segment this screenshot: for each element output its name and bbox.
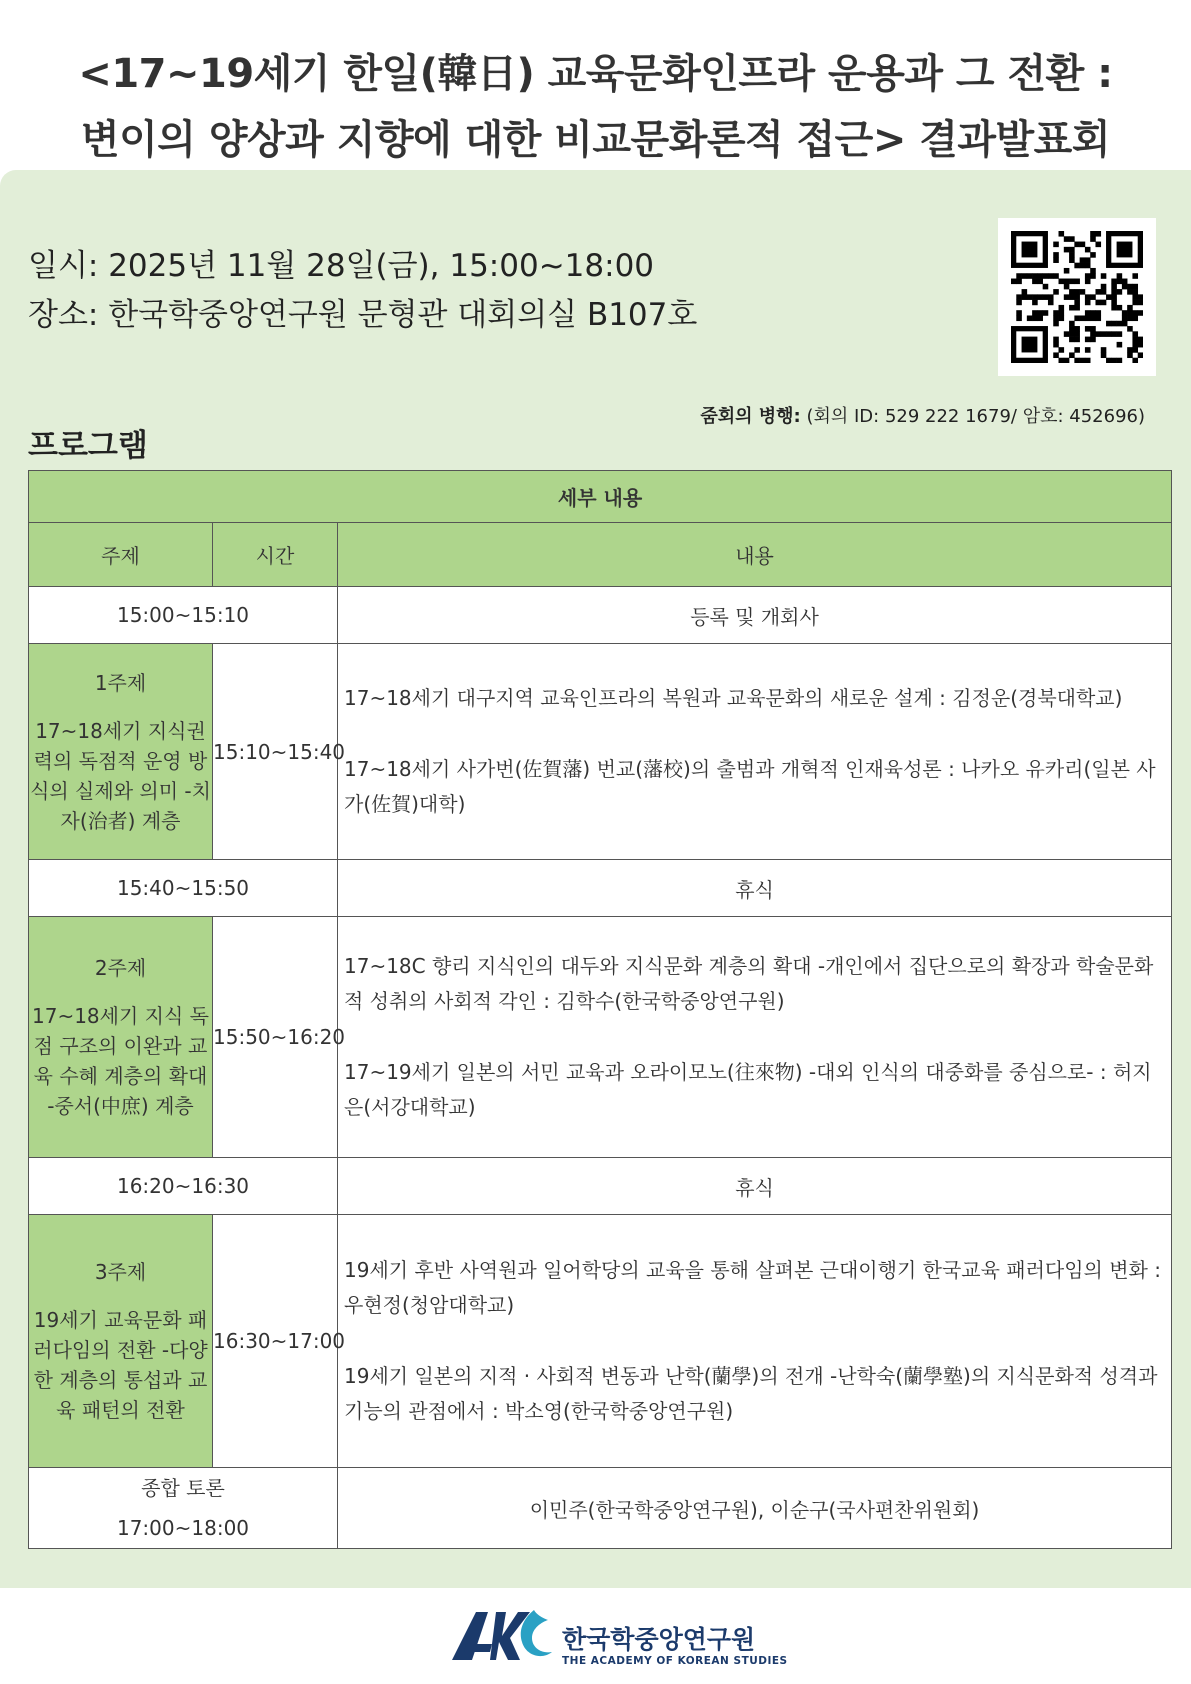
topic-3-cell xyxy=(29,1215,213,1468)
akc-logo-icon xyxy=(452,1606,556,1664)
topic-1-number: 1주제 xyxy=(94,670,147,695)
topic-1-cell xyxy=(29,644,213,860)
break-2-time: 16:20~16:30 xyxy=(29,1158,338,1215)
zoom-details: (회의 ID: 529 222 1679/ 암호: 452696) xyxy=(806,406,1145,427)
header xyxy=(0,0,1191,176)
talk-2-1: 17~18C 향리 지식인의 대두와 지식문화 계층의 확대 -개인에서 집단으로의 확장과 학술문화적 성취의 사회적 각인 : 김학수(한국학중앙연구원) xyxy=(344,954,1154,1013)
topic-3-talks xyxy=(338,1215,1172,1468)
zoom-info xyxy=(500,402,1145,428)
topic-1-time: 15:10~15:40 xyxy=(213,644,338,860)
discussion-time: 17:00~18:00 xyxy=(116,1516,250,1540)
title-line-1: <17~19세기 한일(韓日) 교육문화인프라 운용과 그 전환 : xyxy=(78,51,1113,97)
table-row xyxy=(29,917,1172,1158)
table-row xyxy=(29,860,1172,917)
talk-1-2: 17~18세기 사가번(佐賀藩) 번교(藩校)의 출범과 개혁적 인재육성론 : 나카오 유카리(일본 사가(佐賀)대학) xyxy=(344,757,1156,816)
zoom-label: 줌회의 병행: xyxy=(700,406,801,427)
org-name-english: THE ACADEMY OF KOREAN STUDIES xyxy=(562,1655,788,1667)
topic-2-talks xyxy=(338,917,1172,1158)
registration-content: 등록 및 개회사 xyxy=(338,587,1172,644)
topic-2-title: 17~18세기 지식 독점 구조의 이완과 교육 수혜 계층의 확대 -중서(中庶) 계층 xyxy=(32,1004,209,1118)
table-row xyxy=(29,1158,1172,1215)
talk-3-2: 19세기 일본의 지적 · 사회적 변동과 난학(蘭學)의 전개 -난학숙(蘭學塾)의 지식문화적 성격과 기능의 관점에서 : 박소영(한국학중앙연구원) xyxy=(344,1364,1158,1423)
topic-3-title: 19세기 교육문화 패러다임의 전환 -다양한 계층의 통섭과 교육 패턴의 전환 xyxy=(33,1308,208,1422)
talk-3-1: 19세기 후반 사역원과 일어학당의 교육을 통해 살펴본 근대이행기 한국교육 패러다임의 변화 : 우현정(청암대학교) xyxy=(344,1258,1161,1317)
table-row xyxy=(29,587,1172,644)
table-row xyxy=(29,1468,1172,1549)
table-row xyxy=(29,1215,1172,1468)
topic-2-time: 15:50~16:20 xyxy=(213,917,338,1158)
org-name-korean: 한국학중앙연구원 xyxy=(562,1625,756,1654)
column-header-topic: 주제 xyxy=(29,523,213,587)
topic-3-number: 3주제 xyxy=(94,1260,147,1284)
registration-time: 15:00~15:10 xyxy=(29,587,338,644)
column-header-time: 시간 xyxy=(213,523,338,587)
talk-1-1: 17~18세기 대구지역 교육인프라의 복원과 교육문화의 새로운 설계 : 김정운(경북대학교) xyxy=(344,686,1123,710)
discussion-label: 종합 토론 xyxy=(141,1476,225,1500)
table-title: 세부 내용 xyxy=(29,471,1172,523)
event-place: 장소: 한국학중앙연구원 문형관 대회의실 B107호 xyxy=(28,297,698,333)
topic-3-time: 16:30~17:00 xyxy=(213,1215,338,1468)
topic-2-cell xyxy=(29,917,213,1158)
break-1-time: 15:40~15:50 xyxy=(29,860,338,917)
program-table xyxy=(28,470,1172,1549)
topic-1-talks xyxy=(338,644,1172,860)
break-2-content: 휴식 xyxy=(338,1158,1172,1215)
table-row xyxy=(29,644,1172,860)
topic-2-number: 2주제 xyxy=(94,956,147,980)
event-date: 일시: 2025년 11월 28일(금), 15:00~18:00 xyxy=(28,248,655,284)
title-line-2: 변이의 양상과 지향에 대한 비교문화론적 접근> 결과발표회 xyxy=(81,117,1110,163)
discussion-content: 이민주(한국학중앙연구원), 이순구(국사편찬위원회) xyxy=(338,1468,1172,1549)
qr-code-icon[interactable] xyxy=(998,218,1156,376)
topic-1-title: 17~18세기 지식권력의 독점적 운영 방식의 실제와 의미 -치자(治者) 계층 xyxy=(30,718,211,833)
column-header-content: 내용 xyxy=(338,523,1172,587)
talk-2-2: 17~19세기 일본의 서민 교육과 오라이모노(往來物) -대외 인식의 대중화를 중심으로- : 허지은(서강대학교) xyxy=(344,1060,1152,1119)
break-1-content: 휴식 xyxy=(338,860,1172,917)
program-heading: 프로그램 xyxy=(28,428,148,464)
discussion-cell xyxy=(29,1468,338,1549)
